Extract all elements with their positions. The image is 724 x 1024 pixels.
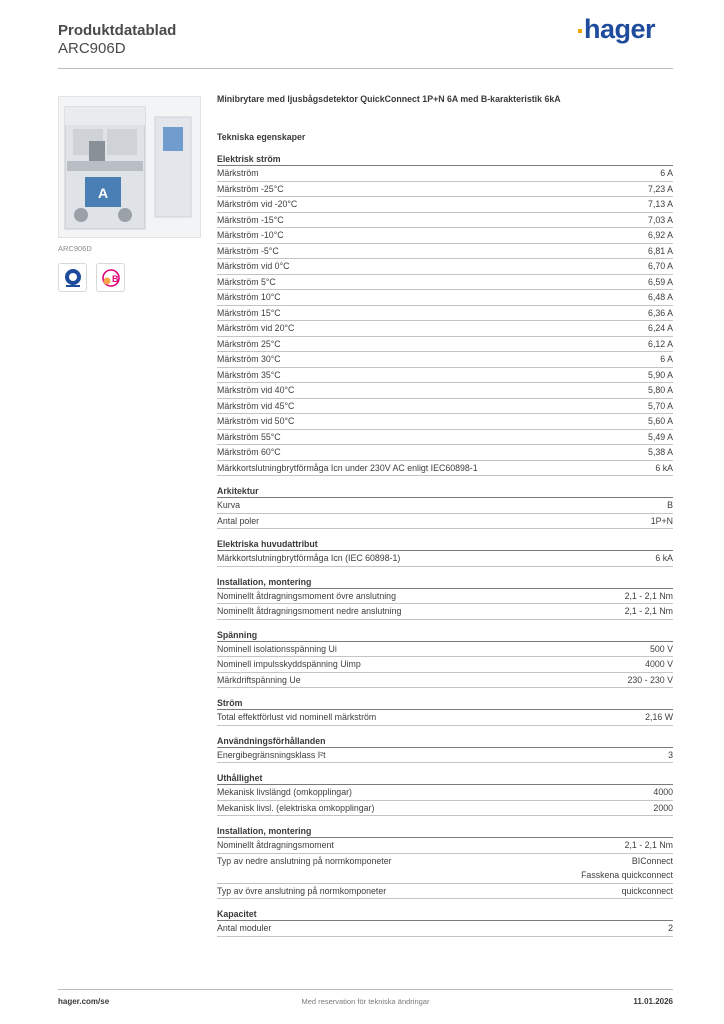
- spec-value: 5,70 A: [648, 400, 673, 411]
- spec-name: Typ av nedre anslutning på normkomponeter: [217, 855, 392, 866]
- spec-value: B: [667, 500, 673, 510]
- spec-row: [217, 498, 673, 514]
- spec-column: [217, 94, 673, 946]
- spec-name: Märkström 15°C: [217, 307, 281, 318]
- spec-value: 6,48 A: [648, 292, 673, 302]
- spec-value: 230 - 230 V: [627, 674, 673, 685]
- spec-name: Märkström -25°C: [217, 183, 284, 194]
- spec-name: Nominell impulsskyddspänning Uimp: [217, 659, 361, 669]
- spec-value: 7,23 A: [648, 183, 673, 194]
- spec-name: Märkström vid 40°C: [217, 385, 295, 395]
- spec-row: [217, 275, 673, 291]
- spec-name: Antal moduler: [217, 923, 272, 933]
- logo-dot-icon: [578, 29, 582, 33]
- spec-row: [217, 673, 673, 689]
- spec-section: [217, 697, 673, 726]
- spec-heading: Tekniska egenskaper: [217, 132, 306, 142]
- spec-name: Märkström 30°C: [217, 354, 281, 364]
- spec-name: Märkkortslutningbrytförmåga Icn under 230V AC enligt IEC60898-1: [217, 462, 478, 473]
- svg-text:B: B: [111, 273, 118, 284]
- spec-name: Antal poler: [217, 515, 260, 526]
- spec-value: 6,92 A: [648, 230, 673, 240]
- spec-value: 6 A: [660, 354, 673, 364]
- spec-row: [217, 197, 673, 213]
- spec-name: Nominellt åtdragningsmoment nedre anslutning: [217, 606, 402, 616]
- spec-name: Typ av övre anslutning på normkomponeter: [217, 885, 387, 896]
- section-title: Elektriska huvudattribut: [217, 538, 673, 551]
- spec-section: [217, 629, 673, 689]
- spec-name: Märkström vid 0°C: [217, 261, 290, 271]
- footer-disclaimer: Med reservation för tekniska ändringar: [301, 997, 430, 1006]
- quickconnect-cert-icon: [58, 263, 87, 292]
- spec-value: 1P+N: [650, 515, 673, 526]
- spec-row: [217, 166, 673, 182]
- spec-value: 2,1 - 2,1 Nm: [624, 840, 673, 850]
- spec-row: [217, 244, 673, 260]
- spec-row: [217, 461, 673, 477]
- spec-name: Märkström 35°C: [217, 369, 281, 380]
- spec-row: [217, 321, 673, 337]
- spec-value: BIConnect Fasskena quickconnect: [581, 855, 673, 880]
- spec-name: Kurva: [217, 500, 240, 510]
- section-title: Installation, montering: [217, 576, 673, 589]
- spec-name: Märkdriftspänning Ue: [217, 674, 301, 685]
- spec-row: [217, 854, 673, 884]
- footer-divider: [58, 989, 673, 990]
- spec-value: 6,36 A: [648, 307, 673, 318]
- spec-value: 6 kA: [655, 462, 673, 473]
- product-sidebar: [58, 96, 201, 292]
- spec-row: [217, 383, 673, 399]
- spec-row: [217, 182, 673, 198]
- spec-value: 500 V: [650, 643, 673, 654]
- spec-row: [217, 838, 673, 854]
- spec-row: [217, 290, 673, 306]
- page-title: Produktdatablad: [58, 22, 177, 39]
- spec-row: [217, 445, 673, 461]
- spec-row: [217, 306, 673, 322]
- logo-text: hager: [583, 14, 655, 44]
- spec-row: [217, 589, 673, 605]
- spec-row: [217, 657, 673, 673]
- spec-value: 7,13 A: [648, 199, 673, 209]
- spec-row: [217, 921, 673, 937]
- spec-row: [217, 884, 673, 900]
- spec-value: 2,1 - 2,1 Nm: [624, 606, 673, 616]
- spec-name: Märkström vid -20°C: [217, 199, 298, 209]
- spec-row: [217, 414, 673, 430]
- spec-value: 7,03 A: [648, 214, 673, 225]
- spec-row: [217, 710, 673, 726]
- spec-section: [217, 772, 673, 816]
- product-description: Minibrytare med ljusbågsdetektor QuickConnect 1P+N 6A med B-karakteristik 6kA: [217, 94, 561, 104]
- spec-name: Energibegränsningsklass I²t: [217, 749, 326, 760]
- spec-name: Nominellt åtdragningsmoment: [217, 840, 334, 850]
- spec-value: 6 A: [660, 168, 673, 178]
- section-title: Elektrisk ström: [217, 153, 673, 166]
- spec-value: 6,59 A: [648, 276, 673, 287]
- spec-name: Mekanisk livsl. (elektriska omkopplingar): [217, 802, 375, 813]
- spec-row: [217, 213, 673, 229]
- spec-name: Märkström vid 45°C: [217, 400, 295, 411]
- spec-row: [217, 604, 673, 620]
- arc-detection-b-icon: [96, 263, 125, 292]
- spec-section: [217, 908, 673, 937]
- spec-name: Märkström 25°C: [217, 338, 281, 349]
- product-image-label: A: [97, 185, 109, 201]
- image-caption: ARC906D: [58, 244, 92, 253]
- section-title: Ström: [217, 697, 673, 710]
- spec-row: [217, 352, 673, 368]
- spec-value: 5,90 A: [648, 369, 673, 380]
- certification-icons: [58, 263, 201, 292]
- spec-value: 5,60 A: [648, 416, 673, 426]
- spec-name: Total effektförlust vid nominell märkström: [217, 712, 377, 722]
- spec-row: [217, 259, 673, 275]
- spec-row: [217, 748, 673, 764]
- spec-name: Märkström 5°C: [217, 276, 276, 287]
- spec-section: [217, 538, 673, 567]
- spec-section: [217, 576, 673, 620]
- spec-value: 5,38 A: [648, 447, 673, 457]
- spec-value: 3: [668, 749, 673, 760]
- spec-row: [217, 368, 673, 384]
- spec-section: [217, 153, 673, 476]
- spec-value: 6,70 A: [648, 261, 673, 271]
- spec-section: [217, 825, 673, 899]
- spec-name: Nominellt åtdragningsmoment övre anslutning: [217, 590, 396, 601]
- spec-row: [217, 228, 673, 244]
- spec-value: 2: [668, 923, 673, 933]
- section-title: Installation, montering: [217, 825, 673, 838]
- spec-section: [217, 485, 673, 529]
- spec-row: [217, 399, 673, 415]
- spec-value: 2000: [653, 802, 673, 813]
- spec-name: Märkström -15°C: [217, 214, 284, 225]
- spec-value: 6 kA: [655, 553, 673, 563]
- section-title: Arkitektur: [217, 485, 673, 498]
- product-code: ARC906D: [58, 40, 126, 57]
- spec-name: Märkström 10°C: [217, 292, 281, 302]
- document-header: [58, 14, 673, 68]
- spec-sections: [217, 153, 673, 937]
- product-image: [58, 96, 201, 238]
- spec-value: 5,49 A: [648, 431, 673, 442]
- spec-value: 5,80 A: [648, 385, 673, 395]
- footer-website[interactable]: hager.com/se: [58, 997, 110, 1006]
- spec-name: Mekanisk livslängd (omkopplingar): [217, 787, 352, 797]
- section-title: Användningsförhållanden: [217, 735, 673, 748]
- section-title: Kapacitet: [217, 908, 673, 921]
- spec-name: Märkkortslutningbrytförmåga Icn (IEC 60898-1): [217, 553, 401, 563]
- spec-name: Märkström 60°C: [217, 447, 281, 457]
- spec-name: Nominell isolationsspänning Ui: [217, 643, 337, 654]
- spec-name: Märkström vid 50°C: [217, 416, 295, 426]
- spec-value: quickconnect: [621, 885, 673, 896]
- spec-row: [217, 337, 673, 353]
- spec-section: [217, 735, 673, 764]
- spec-value: 6,12 A: [648, 338, 673, 349]
- spec-value: 2,16 W: [645, 712, 673, 722]
- spec-row: [217, 642, 673, 658]
- footer-date: 11.01.2026: [633, 997, 673, 1006]
- spec-name: Märkström -10°C: [217, 230, 284, 240]
- hager-logo: [578, 14, 655, 45]
- spec-row: [217, 430, 673, 446]
- spec-name: Märkström: [217, 168, 259, 178]
- spec-value: 4000 V: [645, 659, 673, 669]
- spec-row: [217, 551, 673, 567]
- spec-row: [217, 514, 673, 530]
- circuit-breaker-illustration: [59, 97, 200, 237]
- spec-value: 6,81 A: [648, 245, 673, 256]
- header-divider: [58, 68, 673, 69]
- spec-row: [217, 801, 673, 817]
- spec-value: 2,1 - 2,1 Nm: [624, 590, 673, 601]
- spec-value: 6,24 A: [648, 323, 673, 333]
- section-title: Uthållighet: [217, 772, 673, 785]
- section-title: Spänning: [217, 629, 673, 642]
- spec-row: [217, 785, 673, 801]
- spec-name: Märkström -5°C: [217, 245, 279, 256]
- spec-name: Märkström 55°C: [217, 431, 281, 442]
- spec-name: Märkström vid 20°C: [217, 323, 295, 333]
- spec-value: 4000: [653, 787, 673, 797]
